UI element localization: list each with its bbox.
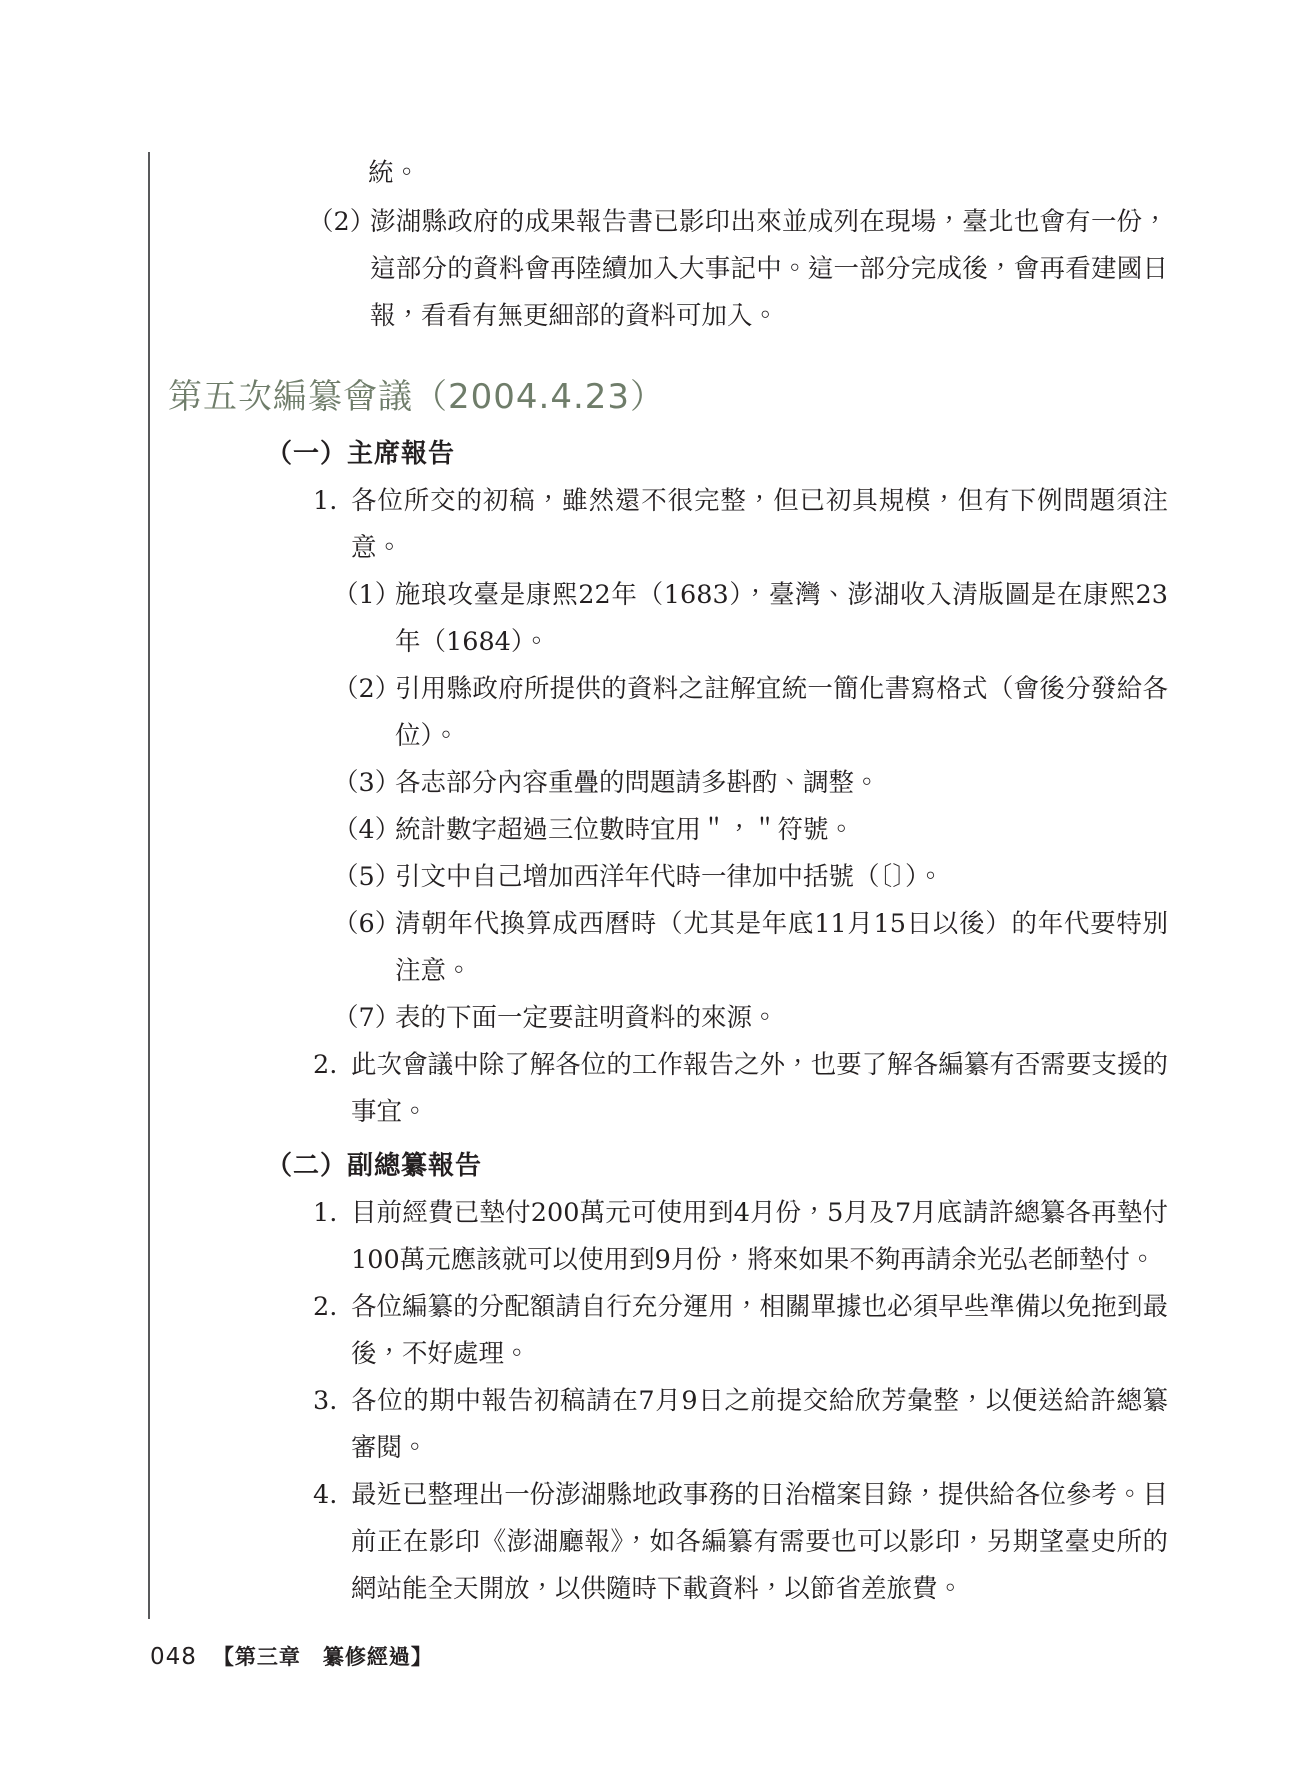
list-item-text: 最近已整理出一份澎湖縣地政事務的日治檔案目錄，提供給各位參考。目前正在影印《澎湖廳報》，如各編纂有需要也可以影印，另期望臺史所的網站能全天開放，以供隨時下載資料，以節省差旅費。 bbox=[351, 1480, 1168, 1604]
section-heading-date: （2004.4.23） bbox=[413, 377, 666, 417]
list-item-marker: （4） bbox=[333, 815, 401, 845]
list-item bbox=[168, 1284, 1168, 1378]
list-item-marker: （6） bbox=[333, 909, 401, 939]
list-item-marker: 3. bbox=[313, 1386, 338, 1416]
list-item-text: 統計數字超過三位數時宜用＂，＂符號。 bbox=[395, 815, 855, 845]
list-item-text: 清朝年代換算成西曆時（尤其是年底11月15日以後）的年代要特別注意。 bbox=[395, 909, 1168, 986]
list-item-text: 各位編纂的分配額請自行充分運用，相關單據也必須早些準備以免拖到最後，不好處理。 bbox=[351, 1292, 1168, 1369]
list-item-marker: （2） bbox=[308, 207, 376, 237]
list-item bbox=[168, 478, 1168, 572]
list-item-marker: （7） bbox=[333, 1003, 401, 1033]
list-item-text: 表的下面一定要註明資料的來源。 bbox=[395, 1003, 778, 1033]
list-item-marker: （2） bbox=[333, 674, 401, 704]
list-item bbox=[168, 1042, 1168, 1136]
list-item bbox=[168, 854, 1168, 901]
list-item bbox=[168, 995, 1168, 1042]
list-item-marker: （5） bbox=[333, 862, 401, 892]
page-number: 048 bbox=[150, 1644, 197, 1670]
page-footer bbox=[150, 1641, 433, 1671]
list-item-text: 澎湖縣政府的成果報告書已影印出來並成列在現場，臺北也會有一份，這部分的資料會再陸續加入大事記中。這一部分完成後，會再看建國日報，看看有無更細部的資料可加入。 bbox=[370, 207, 1168, 331]
list-item bbox=[168, 199, 1168, 340]
list-item-text: 目前經費已墊付200萬元可使用到4月份，5月及7月底請許總纂各再墊付100萬元應該就可以使用到9月份，將來如果不夠再請余光弘老師墊付。 bbox=[351, 1198, 1168, 1275]
list-item bbox=[168, 1190, 1168, 1284]
section-heading-title: 第五次編纂會議 bbox=[168, 377, 413, 417]
list-item bbox=[168, 666, 1168, 760]
list-item-text: 各志部分內容重疊的問題請多斟酌、調整。 bbox=[395, 768, 880, 798]
list-item-marker: （1） bbox=[333, 580, 401, 610]
list-item-marker: （3） bbox=[333, 768, 401, 798]
list-item bbox=[168, 572, 1168, 666]
list-item-text: 此次會議中除了解各位的工作報告之外，也要了解各編纂有否需要支援的事宜。 bbox=[351, 1050, 1168, 1127]
page-content bbox=[168, 150, 1168, 1613]
list-item-marker: 4. bbox=[313, 1480, 338, 1510]
continued-fragment: 統。 bbox=[368, 158, 420, 188]
list-item-marker: 2. bbox=[313, 1050, 338, 1080]
list-item-text: 施琅攻臺是康熙22年（1683），臺灣、澎湖收入清版圖是在康熙23年（1684）。 bbox=[395, 580, 1168, 657]
list-item bbox=[168, 901, 1168, 995]
list-item bbox=[168, 1472, 1168, 1613]
subsection-heading: （二）副總纂報告 bbox=[266, 1151, 483, 1181]
section-heading bbox=[168, 374, 1168, 420]
list-item-marker: 1. bbox=[313, 486, 338, 516]
left-vertical-rule bbox=[148, 152, 150, 1619]
list-item-text: 引文中自己增加西洋年代時一律加中括號（〔〕）。 bbox=[395, 862, 944, 892]
list-item bbox=[168, 760, 1168, 807]
list-item-marker: 1. bbox=[313, 1198, 338, 1228]
chapter-label: 【第三章 纂修經過】 bbox=[212, 1644, 433, 1669]
list-item bbox=[168, 1378, 1168, 1472]
list-item-text: 引用縣政府所提供的資料之註解宜統一簡化書寫格式（會後分發給各位）。 bbox=[395, 674, 1168, 751]
list-item bbox=[168, 807, 1168, 854]
list-item-text: 各位所交的初稿，雖然還不很完整，但已初具規模，但有下例問題須注意。 bbox=[351, 486, 1168, 563]
list-item-text: 各位的期中報告初稿請在7月9日之前提交給欣芳彙整，以便送給許總纂審閱。 bbox=[351, 1386, 1168, 1463]
list-item-marker: 2. bbox=[313, 1292, 338, 1322]
subsection-heading: （一）主席報告 bbox=[266, 439, 456, 469]
